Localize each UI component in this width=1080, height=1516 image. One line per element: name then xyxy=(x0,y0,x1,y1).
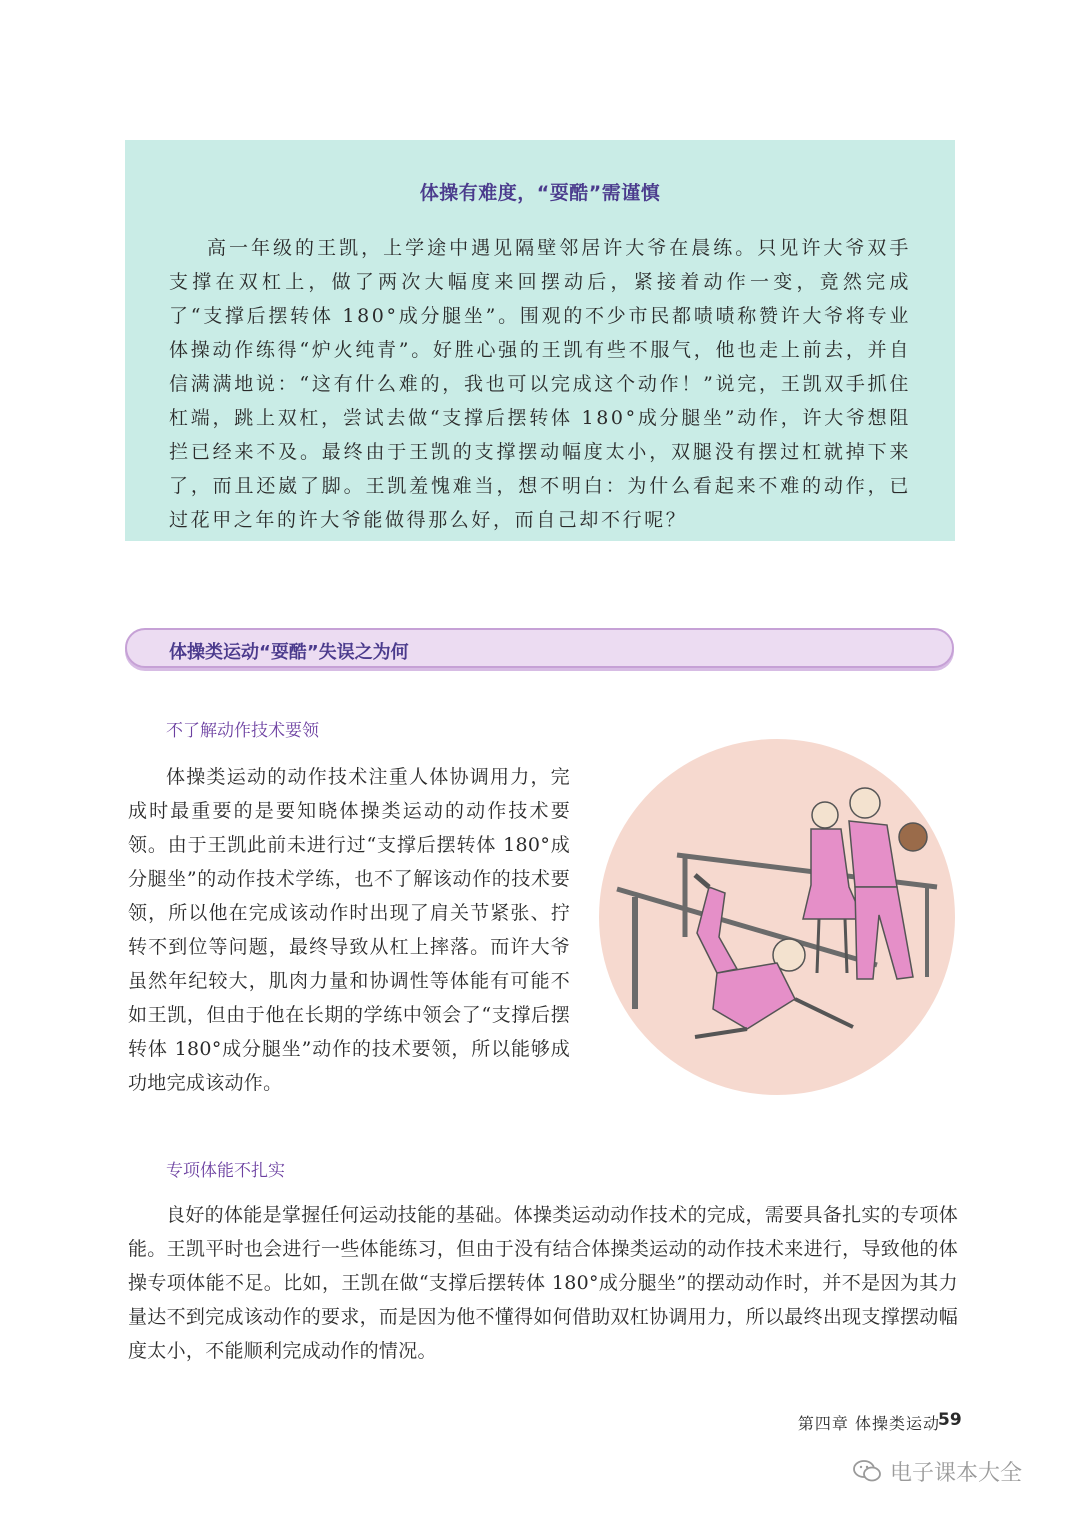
gymnastics-fall-illustration xyxy=(597,737,957,1097)
watermark-text: 电子课本大全 xyxy=(890,1460,1023,1486)
case-paragraph: 高一年级的王凯，上学途中遇见隔壁邻居许大爷在晨练。只见许大爷双手支撑在双杠上，做了两次大幅度来回摆动后，紧接着动作一变，竟然完成了“支撑后摆转体 180°成分腿坐”。围观的不少市民都啧啧称赞许大爷将专业体操动作练得“炉火纯青”。好胜心强的王凯有些不服气，他也走上前去，并自信满满地说：“这有什么难的，我也可以完成这个动作！”说完，王凯双手抓住杠端，跳上双杠，尝试去做“支撑后摆转体 180°成分腿坐”动作，许大爷想阻拦已经来不及。最终由于王凯的支撑摆动幅度太小，双腿没有摆过杠就掉下来了，而且还崴了脚。王凯羞愧难当，想不明白：为什么看起来不难的动作，已过花甲之年的许大爷能做得那么好，而自己却不行呢？ xyxy=(169,237,911,531)
case-study-box xyxy=(125,140,955,541)
section-heading-bar xyxy=(125,628,954,668)
chapter-label: 第四章 体操类运动 xyxy=(797,1414,940,1433)
wechat-icon xyxy=(852,1458,882,1484)
page-number: 59 xyxy=(938,1410,962,1430)
section-title: 体操类运动“耍酷”失误之为何 xyxy=(169,642,409,663)
subheading-fitness: 专项体能不扎实 xyxy=(166,1161,285,1181)
watermark xyxy=(852,1456,1022,1486)
case-title: 体操有难度，“耍酷”需谨慎 xyxy=(419,182,661,204)
paragraph-technique: 体操类运动的动作技术注重人体协调用力，完成时最重要的是要知晓体操类运动的动作技术要领。由于王凯此前未进行过“支撑后摆转体 180°成分腿坐”的动作技术学练，也不了解该动作的技术要领，所以他在完成该动作时出现了肩关节紧张、拧转不到位等问题，最终导致从杠上摔落。而许大爷虽然年纪较大，肌肉力量和协调性等体能有可能不如王凯，但由于他在长期的学练中领会了“支撑后摆转体 180°成分腿坐”动作的技术要领，所以能够成功地完成该动作。 xyxy=(128,766,570,1094)
paragraph-fitness: 良好的体能是掌握任何运动技能的基础。体操类运动动作技术的完成，需要具备扎实的专项体能。王凯平时也会进行一些体能练习，但由于没有结合体操类运动的动作技术来进行，导致他的体操专项体能不足。比如，王凯在做“支撑后摆转体 180°成分腿坐”的摆动动作时，并不是因为其力量达不到完成该动作的要求，而是因为他不懂得如何借助双杠协调用力，所以最终出现支撑摆动幅度太小，不能顺利完成动作的情况。 xyxy=(128,1204,958,1362)
subheading-technique: 不了解动作技术要领 xyxy=(166,721,319,741)
